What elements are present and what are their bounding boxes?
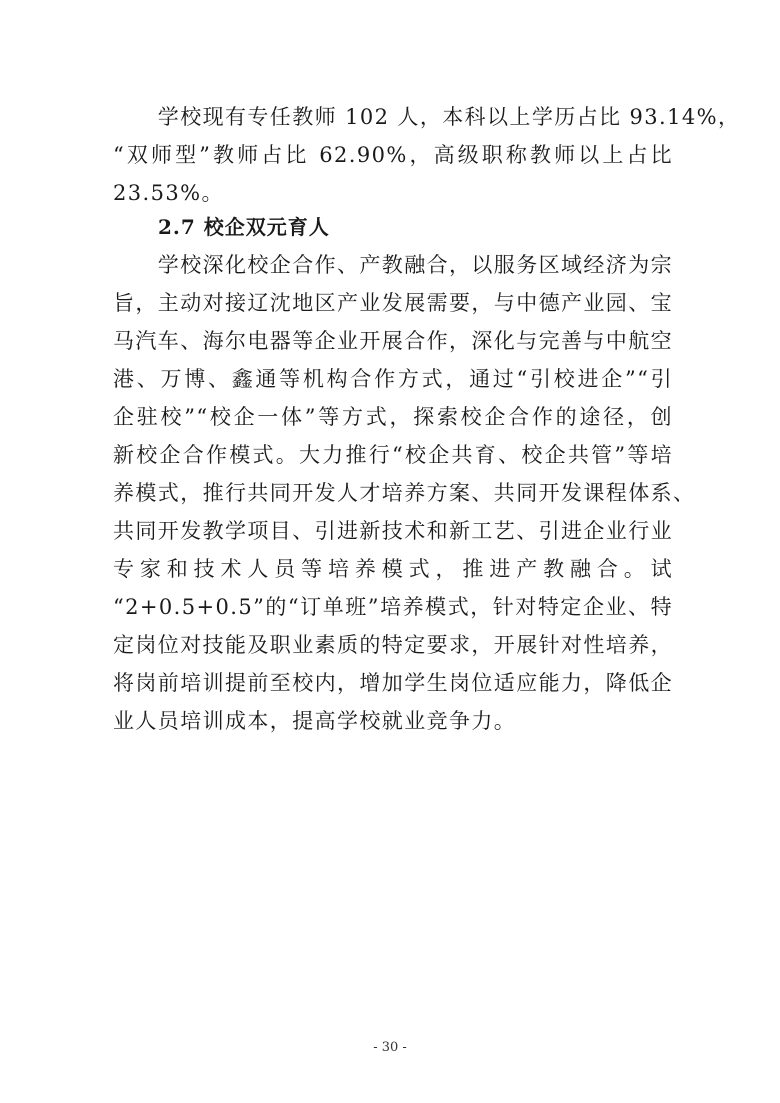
paragraph-line: “双师型”教师占比 62.90%，高级职称教师以上占比 — [113, 143, 673, 167]
paragraph-line: 新校企合作模式。大力推行“校企共育、校企共管”等培 — [113, 443, 673, 467]
section-heading: 2.7 校企双元育人 — [158, 215, 330, 239]
paragraph-line: 23.53%。 — [113, 181, 224, 205]
paragraph-line: 业人员培训成本，提高学校就业竞争力。 — [113, 709, 517, 733]
paragraph-line: 将岗前培训提前至校内，增加学生岗位适应能力，降低企 — [113, 671, 673, 695]
page-number: - 30 - — [373, 1040, 407, 1055]
paragraph-line: 专家和技术人员等培养模式，推进产教融合。试 — [113, 557, 673, 581]
paragraph-cooperation — [113, 246, 696, 740]
paragraph-line: 旨，主动对接辽沈地区产业发展需要，与中德产业园、宝 — [113, 291, 673, 315]
paragraph-line: 学校深化校企合作、产教融合，以服务区域经济为宗 — [113, 253, 673, 277]
paragraph-faculty — [113, 98, 741, 212]
paragraph-line: 港、万博、鑫通等机构合作方式，通过“引校进企”“引 — [113, 367, 673, 391]
paragraph-line: “2+0.5+0.5”的“订单班”培养模式，针对特定企业、特 — [113, 595, 673, 619]
paragraph-line: 学校现有专任教师 102 人，本科以上学历占比 93.14%， — [113, 105, 741, 129]
paragraph-line: 定岗位对技能及职业素质的特定要求，开展针对性培养， — [113, 633, 673, 657]
paragraph-line: 马汽车、海尔电器等企业开展合作，深化与完善与中航空 — [113, 329, 673, 353]
paragraph-line: 共同开发教学项目、引进新技术和新工艺、引进企业行业 — [113, 519, 673, 543]
paragraph-line: 企驻校”“校企一体”等方式，探索校企合作的途径，创 — [113, 405, 673, 429]
paragraph-line: 养模式，推行共同开发人才培养方案、共同开发课程体系、 — [113, 481, 696, 505]
